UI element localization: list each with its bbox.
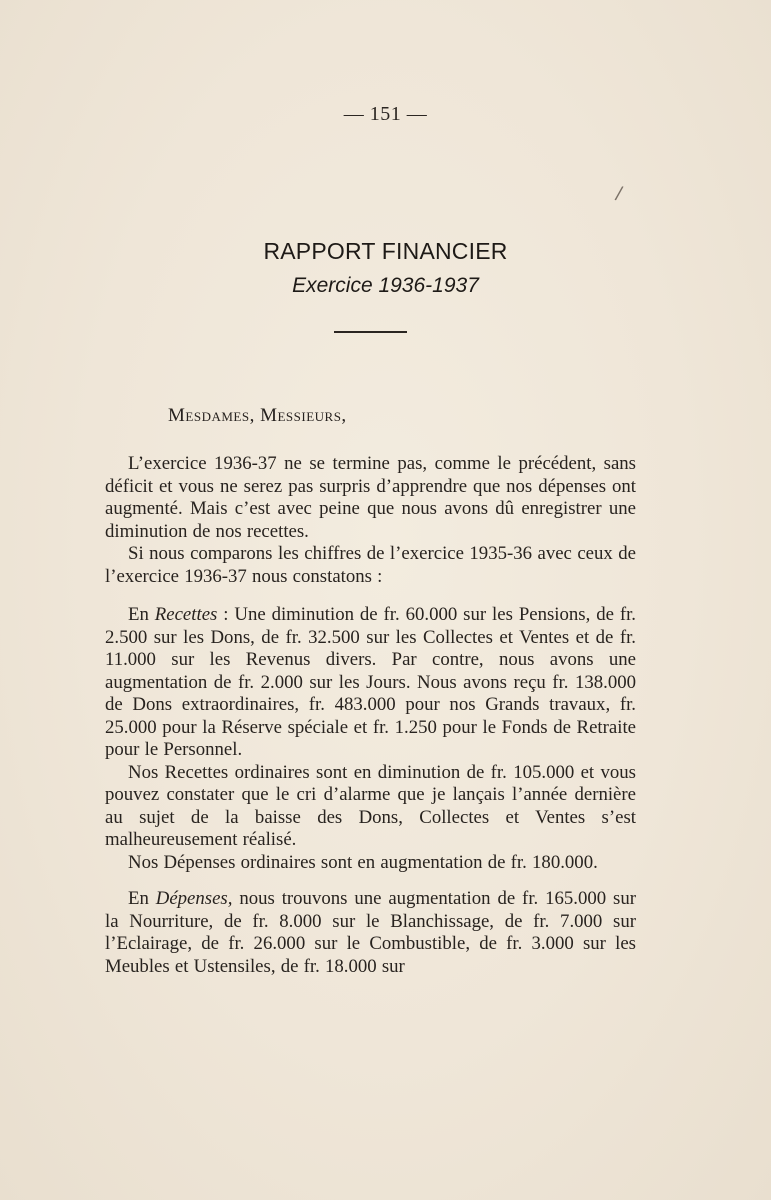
paragraph-recettes-ordinaires <box>105 762 636 852</box>
report-body <box>105 453 636 978</box>
paragraph-intro <box>105 453 636 543</box>
paragraph-text: Si nous comparons les chiffres de l’exercice 1935-36 avec ceux de l’exercice 1936-37 nous constatons : <box>105 543 636 587</box>
paragraph-text: Nos Recettes ordinaires sont en diminution de fr. 105.000 et vous pouvez constater que le cri d’alarme que je lançais l’année dernière au sujet de la baisse des Dons, Collectes et Ventes s’est malheureusement réalisé. <box>105 761 636 850</box>
emphasis-recettes: Recettes <box>154 604 218 625</box>
paragraph-text: nous trouvons une augmentation de fr. 165.000 sur la Nourriture, de fr. 8.000 sur le Blanchissage, de fr. 7.000 sur l’Eclairage, de fr. 26.000 sur le Combustible, de fr. 3.000 sur les Meubles et Ustensiles, de fr. 18.000 sur <box>105 888 636 977</box>
pencil-mark: / <box>613 182 625 205</box>
paragraph-text: Nos Dépenses ordinaires sont en augmentation de fr. 180.000. <box>128 851 598 873</box>
salutation: Mesdames, Messieurs, <box>168 405 347 426</box>
paragraph-text: L’exercice 1936-37 ne se termine pas, comme le précédent, sans déficit et vous ne serez pas surpris d’apprendre que nos dépenses ont augmenté. Mais c’est avec peine que nous avons dû enregistrer une diminution de nos recettes. <box>105 453 636 542</box>
page-number: — 151 — <box>343 103 428 125</box>
page-title: RAPPORT FINANCIER <box>263 238 508 264</box>
paragraph-depenses <box>105 888 636 978</box>
paragraph-text: : Une diminution de fr. 60.000 sur les Pensions, de fr. 2.500 sur les Dons, de fr. 32.500 sur les Collectes et Ventes et de fr. 11.000 sur les Revenus divers. Par contre, nous avons une augmentation de fr. 2.000 sur les Jours. Nous avons reçu fr. 138.000 de Dons extraordinaires, fr. 483.000 pour nos Grands travaux, fr. 25.000 pour la Réserve spéciale et fr. 1.250 pour le Fonds de Retraite pour le Personnel. <box>105 604 637 760</box>
paragraph-comparison <box>105 543 636 588</box>
paragraph-lead: En <box>128 888 156 909</box>
page-subtitle: Exercice 1936-1937 <box>292 274 479 297</box>
emphasis-depenses: Dépenses, <box>155 888 233 909</box>
title-divider <box>334 331 407 333</box>
paragraph-lead: En <box>128 604 155 625</box>
paragraph-depenses-ordinaires <box>105 852 636 875</box>
paragraph-recettes <box>105 604 636 762</box>
